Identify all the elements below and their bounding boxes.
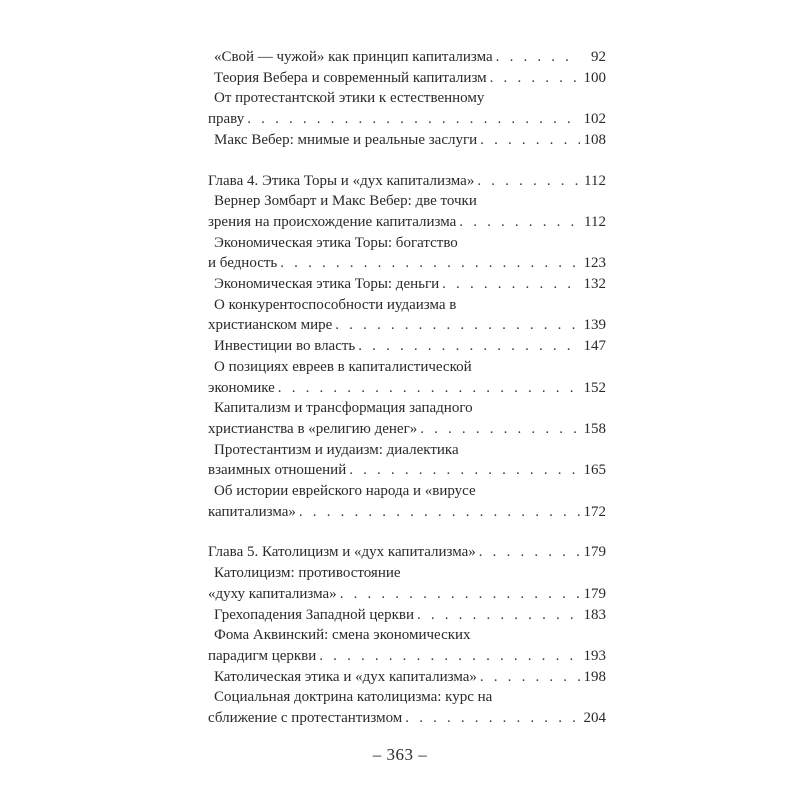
dot-leader (402, 708, 580, 729)
toc-page-number: 108 (583, 131, 606, 148)
toc-entry (208, 357, 606, 398)
dot-leader (355, 336, 580, 357)
toc-entry-title: Католицизм: противостояние (214, 565, 401, 582)
toc-entry-title: Грехопадения Западной церкви (214, 606, 414, 623)
toc-entry (208, 625, 606, 666)
toc-entry (208, 605, 606, 626)
toc-entry-title-continuation: и бедность (208, 255, 278, 272)
toc-entry-title: Теория Вебера и современный капитализм (214, 69, 487, 86)
toc-page-number: 204 (583, 710, 606, 727)
dot-leader (296, 502, 580, 523)
toc-entry-title: Экономическая этика Торы: богатство (214, 234, 458, 251)
toc-page-number: 123 (583, 255, 606, 272)
dot-leader (332, 315, 580, 336)
toc-entry-title: Католическая этика и «дух капитализма» (214, 668, 477, 685)
dot-leader (244, 109, 580, 130)
toc-entry-title: О конкурентоспособности иудаизма в (214, 296, 457, 313)
dot-leader (414, 605, 580, 626)
toc-entry-title: Социальная доктрина католицизма: курс на (214, 689, 493, 706)
toc-entry-title-continuation: праву (208, 111, 245, 128)
toc-entry-title-continuation: экономике (208, 379, 275, 396)
toc-page-number: 112 (584, 213, 606, 230)
toc-page-number: 193 (583, 647, 606, 664)
toc-entry (208, 130, 606, 151)
dot-leader (456, 212, 580, 233)
toc-entry-title: «Свой — чужой» как принцип капитализма (214, 49, 493, 65)
toc-entry (208, 440, 606, 481)
toc-entry (208, 398, 606, 439)
toc-entry-title: Вернер Зомбарт и Макс Вебер: две точки (214, 193, 477, 210)
dot-leader (477, 667, 580, 688)
toc-entry (208, 68, 606, 89)
toc-page-number: 172 (583, 503, 606, 520)
toc-page-number: 102 (583, 111, 606, 128)
toc-entry (208, 88, 606, 129)
toc-chapter-entry (208, 171, 606, 192)
toc-entry-title: Протестантизм и иудаизм: диалектика (214, 441, 459, 458)
toc-entry (208, 481, 606, 522)
toc-entry-title-continuation: христианства в «религию денег» (208, 420, 418, 437)
toc-entry (208, 274, 606, 295)
dot-leader (477, 130, 580, 151)
toc-entry (208, 687, 606, 728)
dot-leader (417, 419, 580, 440)
toc-entry-title-continuation: «духу капитализма» (208, 585, 337, 602)
toc-page-number: 165 (583, 462, 606, 479)
toc-entry-title: Глава 5. Католицизм и «дух капитализма» (208, 544, 476, 561)
toc-page-number: 179 (583, 544, 606, 561)
toc-entry-title: От протестантской этики к естественному (214, 90, 485, 107)
dot-leader (346, 460, 580, 481)
toc-page-number: 198 (583, 668, 606, 685)
toc-entry-title: Инвестиции во власть (214, 338, 356, 355)
toc-entry-title-continuation: взаимных отношений (208, 462, 347, 479)
dot-leader (277, 253, 580, 274)
toc-page-number: 112 (584, 172, 606, 189)
toc-entry (208, 667, 606, 688)
toc-entry-title-continuation: парадигм церкви (208, 647, 317, 664)
toc-entry-title-continuation: зрения на происхождение капитализма (208, 213, 457, 230)
dot-leader (275, 378, 580, 399)
dot-leader (316, 646, 580, 667)
toc-page-number: 132 (583, 276, 606, 293)
toc-page-number: 92 (591, 49, 606, 65)
dot-leader (487, 68, 580, 89)
toc-page-number: 100 (583, 69, 606, 86)
toc-entry (208, 563, 606, 604)
toc-page-number: 158 (583, 420, 606, 437)
page-number: – 363 – (372, 745, 428, 764)
toc-entry-title: Капитализм и трансформация западного (214, 400, 473, 417)
dot-leader (476, 542, 580, 563)
dot-leader (493, 47, 580, 68)
toc-entry (208, 47, 606, 68)
toc-page-number: 179 (583, 585, 606, 602)
toc-entry-title: Макс Вебер: мнимые и реальные заслуги (214, 131, 478, 148)
toc-entry-title-continuation: христианском мире (208, 317, 333, 334)
toc-page-number: 139 (583, 317, 606, 334)
toc-entry (208, 336, 606, 357)
toc-entry (208, 233, 606, 274)
toc-page-number: 183 (583, 606, 606, 623)
toc-entry-title: Глава 4. Этика Торы и «дух капитализма» (208, 172, 475, 189)
toc-entry-title-continuation: капитализма» (208, 503, 296, 520)
toc-entry-title: Экономическая этика Торы: деньги (214, 276, 440, 293)
toc-entry (208, 191, 606, 232)
toc-entry-title: Фома Аквинский: смена экономических (214, 627, 471, 644)
toc-chapter-entry (208, 542, 606, 563)
dot-leader (337, 584, 580, 605)
toc-entry-title-continuation: сближение с протестантизмом (208, 710, 403, 727)
toc-entry (208, 295, 606, 336)
dot-leader (474, 171, 580, 192)
dot-leader (439, 274, 580, 295)
toc-entry-title: О позициях евреев в капиталистической (214, 358, 472, 375)
toc-page-number: 152 (583, 379, 606, 396)
toc-page-number: 147 (583, 338, 606, 355)
toc-entry-title: Об истории еврейского народа и «вирусе (214, 483, 476, 500)
table-of-contents (208, 47, 606, 729)
